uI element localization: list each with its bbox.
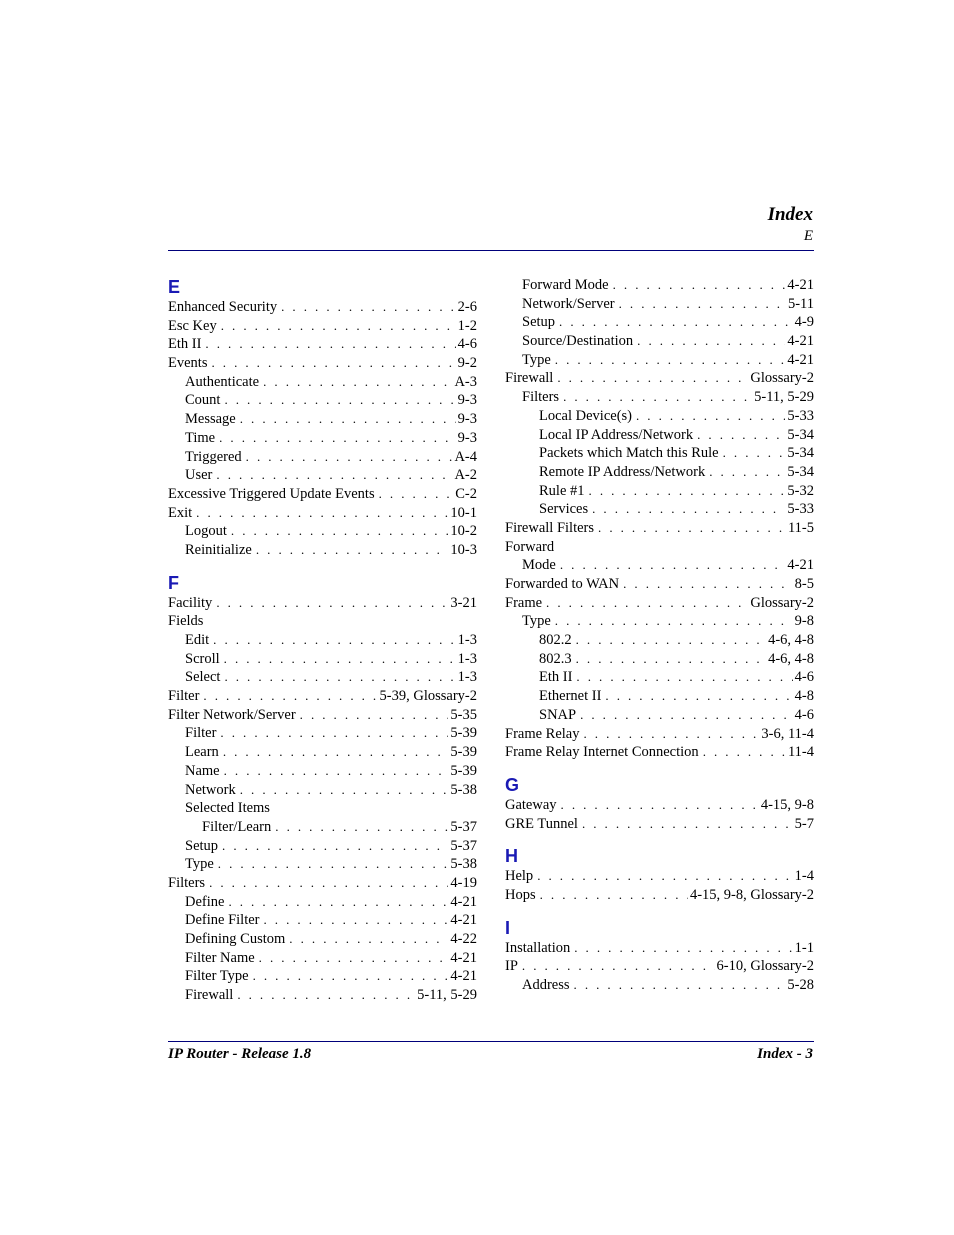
dot-leader: [264, 911, 449, 930]
index-entry-page-ref: 4-15, 9-8, Glossary-2: [689, 886, 814, 903]
index-entry: [168, 466, 477, 485]
index-entry: [168, 687, 477, 706]
dot-leader: [709, 463, 785, 482]
index-entry-label: Mode: [522, 557, 556, 574]
dot-leader: [555, 612, 793, 631]
index-entry: [168, 855, 477, 874]
index-entry: [168, 354, 477, 373]
index-entry-page-ref: 4-6: [794, 706, 814, 723]
index-entry: [168, 818, 477, 837]
index-entry-label: Selected Items: [185, 800, 270, 817]
index-entry-label: Rule #1: [539, 482, 585, 499]
index-entry-label: Events: [168, 355, 208, 372]
index-entry: [505, 444, 814, 463]
dot-leader: [240, 781, 449, 800]
index-entry-page-ref: C-2: [455, 485, 477, 502]
dot-leader: [213, 631, 455, 650]
index-entry-label: Filter Type: [185, 968, 249, 985]
page-header-title: Index: [767, 204, 813, 225]
index-entry-page-ref: 5-39: [450, 762, 477, 779]
index-entry-label: Remote IP Address/Network: [539, 463, 706, 480]
index-entry-label: Filter: [185, 725, 217, 742]
index-entry-page-ref: 2-6: [457, 299, 477, 315]
index-column-left: [168, 276, 477, 1005]
dot-leader: [205, 335, 455, 354]
dot-leader: [209, 874, 448, 893]
index-entry: [168, 650, 477, 669]
index-entry: [168, 781, 477, 800]
index-entry: [168, 724, 477, 743]
index-entry-page-ref: 4-21: [787, 333, 814, 350]
index-entry-page-ref: 9-3: [457, 392, 477, 409]
index-entry-page-ref: 10-3: [450, 541, 477, 558]
index-entry-page-ref: 1-4: [794, 868, 814, 885]
dot-leader: [220, 724, 448, 743]
index-entry-page-ref: 5-37: [450, 837, 477, 854]
index-entry-label: Logout: [185, 523, 227, 540]
index-entry-label: IP: [505, 958, 518, 975]
dot-leader: [723, 444, 786, 463]
index-entry-page-ref: 1-3: [457, 669, 477, 686]
dot-leader: [561, 796, 759, 815]
dot-leader: [576, 631, 766, 650]
index-entry: [505, 295, 814, 314]
index-entry: [505, 886, 814, 905]
index-entry-label: Authenticate: [185, 373, 260, 390]
index-entry-page-ref: 1-3: [457, 632, 477, 648]
section-gap: [505, 833, 814, 845]
index-entry: [505, 482, 814, 501]
dot-leader: [576, 650, 766, 669]
index-entry-label: Packets which Match this Rule: [539, 445, 719, 462]
index-entry: [505, 957, 814, 976]
footer-page-number: Index - 3: [757, 1046, 813, 1062]
dot-leader: [253, 967, 449, 986]
index-entry-label: Name: [185, 762, 220, 779]
index-entry-page-ref: 4-6, 4-8: [768, 632, 814, 649]
index-section-heading: H: [505, 846, 518, 867]
dot-leader: [537, 867, 792, 886]
index-section-heading: E: [168, 277, 181, 297]
index-entry-label: Triggered: [185, 448, 242, 465]
index-entry-label: Hops: [505, 886, 536, 903]
index-entry: [505, 976, 814, 995]
index-entry-label: Firewall Filters: [505, 519, 595, 536]
index-entry-label: Address: [522, 977, 570, 993]
index-entry-page-ref: 4-21: [450, 949, 477, 966]
index-entry: [505, 500, 814, 519]
index-entry-page-ref: 5-34: [787, 463, 814, 480]
dot-leader: [221, 317, 456, 336]
index-entry-label: Define Filter: [185, 912, 260, 929]
index-entry-page-ref: 5-32: [787, 482, 814, 499]
index-entry-page-ref: 6-10, Glossary-2: [716, 958, 814, 975]
header-rule: [168, 250, 814, 251]
dot-leader: [300, 706, 449, 725]
index-entry: [168, 485, 477, 504]
index-entry-label: Esc Key: [168, 317, 217, 334]
dot-leader: [582, 815, 793, 834]
index-entry-label: Network: [185, 781, 236, 798]
dot-leader: [584, 725, 760, 744]
index-entry: [168, 429, 477, 448]
index-entry-label: Setup: [522, 314, 556, 331]
index-entry-page-ref: 11-4: [787, 744, 814, 761]
index-entry-label: Eth II: [539, 669, 573, 686]
dot-leader: [379, 485, 454, 504]
index-entry: [505, 796, 814, 815]
dot-leader: [223, 743, 449, 762]
index-entry: [505, 276, 814, 295]
index-entry-label: Forward Mode: [522, 277, 609, 293]
dot-leader: [224, 668, 455, 687]
index-entry: [505, 351, 814, 370]
index-entry-page-ref: A-2: [454, 467, 477, 484]
index-entry: [168, 612, 477, 631]
index-section-heading: F: [168, 572, 179, 593]
dot-leader: [574, 939, 792, 958]
dot-leader: [546, 594, 748, 613]
index-entry-page-ref: 5-11: [787, 295, 814, 312]
index-entry-page-ref: 4-8: [794, 688, 814, 705]
index-entry-label: Filters: [168, 874, 206, 891]
index-entry-label: Filter Name: [185, 949, 255, 966]
index-entry-page-ref: 4-6: [457, 336, 477, 353]
index-entry: [505, 631, 814, 650]
index-entry: [505, 725, 814, 744]
index-entry-label: Filter Network/Server: [168, 706, 296, 723]
section-gap: [505, 905, 814, 917]
index-entry: [168, 448, 477, 467]
index-entry-page-ref: 4-15, 9-8: [760, 796, 814, 813]
index-entry: [505, 332, 814, 351]
index-entry-label: Exit: [168, 504, 193, 521]
index-entry: [505, 388, 814, 407]
dot-leader: [196, 504, 448, 523]
index-entry-label: Filter/Learn: [202, 818, 272, 835]
index-entry-page-ref: 8-5: [794, 576, 814, 592]
index-entry: [505, 939, 814, 958]
index-entry-label: Setup: [185, 837, 219, 854]
index-entry-label: GRE Tunnel: [505, 815, 578, 832]
index-entry: [168, 949, 477, 968]
index-entry-page-ref: 5-34: [787, 426, 814, 443]
index-entry-label: Reinitialize: [185, 541, 252, 558]
index-entry-page-ref: 5-39, Glossary-2: [379, 688, 477, 705]
index-entry-label: Learn: [185, 744, 219, 761]
index-entry: [505, 519, 814, 538]
index-entry-label: Fields: [168, 613, 204, 630]
index-entry: [168, 541, 477, 560]
index-entry: [168, 893, 477, 912]
section-gap: [168, 560, 477, 572]
index-entry: [168, 837, 477, 856]
dot-leader: [256, 541, 449, 560]
index-entry: [505, 815, 814, 834]
dot-leader: [211, 354, 455, 373]
index-entry: [505, 867, 814, 886]
dot-leader: [218, 855, 449, 874]
index-entry: [168, 594, 477, 613]
index-entry: [168, 391, 477, 410]
dot-leader: [240, 410, 456, 429]
index-entry: [168, 298, 477, 317]
index-entry-label: Frame: [505, 594, 543, 611]
dot-leader: [228, 893, 448, 912]
index-entry-label: Firewall: [505, 370, 554, 387]
index-entry: [505, 556, 814, 575]
dot-leader: [263, 373, 452, 392]
index-entry: [168, 799, 477, 818]
dot-leader: [555, 351, 786, 370]
dot-leader: [560, 556, 786, 575]
index-entry-page-ref: 5-7: [794, 815, 814, 832]
index-entry: [505, 687, 814, 706]
index-entry-label: 802.2: [539, 632, 572, 649]
index-entry-label: Installation: [505, 939, 571, 956]
index-entry-page-ref: 3-6, 11-4: [761, 725, 814, 742]
index-entry: [168, 986, 477, 1005]
index-entry-label: User: [185, 467, 213, 484]
dot-leader: [580, 706, 793, 725]
index-entry-page-ref: 4-21: [450, 893, 477, 910]
index-entry-page-ref: 5-37: [450, 818, 477, 835]
index-entry-page-ref: A-4: [454, 448, 477, 465]
dot-leader: [216, 594, 448, 613]
index-entry-label: Edit: [185, 632, 210, 648]
index-entry-label: Eth II: [168, 336, 202, 353]
index-entry: [168, 930, 477, 949]
index-entry-label: Frame Relay Internet Connection: [505, 744, 699, 761]
index-entry-page-ref: 10-2: [450, 523, 477, 540]
index-entry-page-ref: 1-3: [457, 650, 477, 667]
index-entry-label: Filter: [168, 688, 200, 705]
index-entry: [168, 410, 477, 429]
index-entry-label: Enhanced Security: [168, 299, 278, 315]
page-header-section-letter: E: [803, 228, 813, 244]
dot-leader: [592, 500, 785, 519]
index-entry-page-ref: 4-21: [787, 277, 814, 293]
dot-leader: [574, 976, 786, 995]
index-entry-label: Forwarded to WAN: [505, 576, 620, 592]
index-entry-label: Local Device(s): [539, 407, 632, 424]
dot-leader: [619, 295, 786, 314]
index-entry-page-ref: 5-38: [450, 781, 477, 798]
index-entry-page-ref: 4-19: [450, 874, 477, 891]
index-entry-page-ref: 4-21: [787, 557, 814, 574]
index-entry-label: Network/Server: [522, 295, 615, 312]
dot-leader: [576, 668, 792, 687]
index-entry-page-ref: 5-11, 5-29: [417, 987, 477, 1004]
index-entry-page-ref: Glossary-2: [750, 370, 814, 387]
index-entry-page-ref: 5-34: [787, 445, 814, 462]
index-entry: [505, 426, 814, 445]
index-entry: [505, 612, 814, 631]
index-entry-page-ref: 5-33: [787, 501, 814, 518]
index-entry-page-ref: 1-2: [457, 317, 477, 334]
dot-leader: [703, 743, 786, 762]
index-entry: [168, 911, 477, 930]
index-entry-page-ref: 4-21: [787, 351, 814, 368]
index-entry: [505, 575, 814, 594]
dot-leader: [219, 429, 456, 448]
index-entry-label: Firewall: [185, 987, 234, 1004]
index-entry: [505, 706, 814, 725]
index-entry-page-ref: 5-39: [450, 725, 477, 742]
index-entry-page-ref: 10-1: [450, 504, 477, 521]
index-entry-label: Frame Relay: [505, 725, 580, 742]
index-entry-label: SNAP: [539, 706, 577, 723]
index-entry-page-ref: A-3: [454, 373, 477, 390]
index-section-heading: G: [505, 774, 520, 795]
section-gap: [505, 762, 814, 774]
index-entry-page-ref: 5-11, 5-29: [754, 389, 814, 406]
index-entry-label: Type: [522, 351, 551, 368]
index-entry-label: Scroll: [185, 650, 220, 667]
index-entry-page-ref: 9-8: [794, 613, 814, 630]
index-entry: [168, 874, 477, 893]
index-entry: [168, 373, 477, 392]
index-entry: [168, 522, 477, 541]
index-column-right: [505, 276, 814, 995]
dot-leader: [589, 482, 786, 501]
index-entry: [168, 967, 477, 986]
index-entry: [505, 594, 814, 613]
index-entry-label: Facility: [168, 594, 213, 611]
dot-leader: [637, 332, 785, 351]
index-entry-page-ref: 9-2: [457, 355, 477, 372]
index-entry: [168, 668, 477, 687]
index-entry-label: Local IP Address/Network: [539, 426, 694, 443]
dot-leader: [275, 818, 448, 837]
dot-leader: [697, 426, 785, 445]
index-entry-page-ref: 4-6, 4-8: [768, 650, 814, 667]
index-entry-page-ref: 4-6: [794, 669, 814, 686]
dot-leader: [289, 930, 448, 949]
dot-leader: [231, 522, 449, 541]
dot-leader: [203, 687, 377, 706]
footer-rule: [168, 1041, 814, 1042]
dot-leader: [563, 388, 752, 407]
dot-leader: [246, 448, 453, 467]
index-entry-label: Time: [185, 429, 216, 446]
dot-leader: [224, 391, 455, 410]
index-entry: [505, 407, 814, 426]
index-entry-label: Defining Custom: [185, 931, 286, 947]
index-entry-page-ref: 5-28: [787, 977, 814, 993]
dot-leader: [540, 886, 688, 905]
index-entry: [505, 650, 814, 669]
index-entry-label: Help: [505, 868, 534, 885]
index-entry-page-ref: 5-39: [450, 744, 477, 761]
index-entry-label: Define: [185, 893, 225, 910]
index-entry-page-ref: 4-22: [450, 931, 477, 947]
index-entry: [168, 631, 477, 650]
index-entry-page-ref: 5-35: [450, 706, 477, 723]
dot-leader: [237, 986, 415, 1005]
index-entry: [505, 369, 814, 388]
dot-leader: [216, 466, 452, 485]
index-entry-page-ref: Glossary-2: [750, 594, 814, 611]
dot-leader: [222, 837, 448, 856]
index-entry-label: Services: [539, 501, 589, 518]
index-entry-label: Select: [185, 669, 221, 686]
dot-leader: [636, 407, 785, 426]
index-entry: [505, 538, 814, 557]
index-entry: [168, 317, 477, 336]
dot-leader: [259, 949, 449, 968]
index-entry-page-ref: 9-3: [457, 429, 477, 446]
index-entry-page-ref: 5-38: [450, 856, 477, 873]
index-entry-page-ref: 4-9: [794, 314, 814, 331]
index-entry-label: Message: [185, 411, 236, 428]
footer-document-title: IP Router - Release 1.8: [168, 1046, 312, 1062]
index-entry-page-ref: 9-3: [457, 411, 477, 428]
index-entry: [505, 313, 814, 332]
index-entry-page-ref: 11-5: [787, 519, 814, 536]
index-entry: [168, 743, 477, 762]
index-entry: [505, 668, 814, 687]
index-entry: [168, 335, 477, 354]
index-entry-label: 802.3: [539, 650, 572, 667]
dot-leader: [224, 650, 456, 669]
dot-leader: [623, 575, 793, 594]
index-section-heading: I: [505, 917, 511, 938]
index-entry: [168, 706, 477, 725]
index-entry-page-ref: 1-1: [794, 939, 814, 956]
dot-leader: [598, 519, 786, 538]
index-entry: [168, 504, 477, 523]
index-entry-label: Source/Destination: [522, 333, 634, 350]
index-entry: [505, 463, 814, 482]
dot-leader: [613, 276, 786, 295]
index-entry: [505, 743, 814, 762]
index-entry-label: Ethernet II: [539, 688, 602, 705]
index-entry-page-ref: 4-21: [450, 912, 477, 929]
dot-leader: [557, 369, 748, 388]
dot-leader: [281, 298, 456, 317]
index-entry-page-ref: 4-21: [450, 968, 477, 985]
index-entry-page-ref: 5-33: [787, 407, 814, 424]
index-entry-label: Type: [185, 856, 214, 873]
index-entry-label: Filters: [522, 389, 560, 406]
index-entry-label: Type: [522, 613, 551, 630]
dot-leader: [522, 957, 715, 976]
index-entry-label: Excessive Triggered Update Events: [168, 485, 375, 502]
index-entry-label: Gateway: [505, 796, 557, 813]
dot-leader: [605, 687, 792, 706]
dot-leader: [224, 762, 449, 781]
index-entry-page-ref: 3-21: [450, 594, 477, 611]
dot-leader: [559, 313, 793, 332]
index-entry-label: Count: [185, 392, 221, 409]
index-entry: [168, 762, 477, 781]
index-entry-label: Forward: [505, 538, 555, 555]
